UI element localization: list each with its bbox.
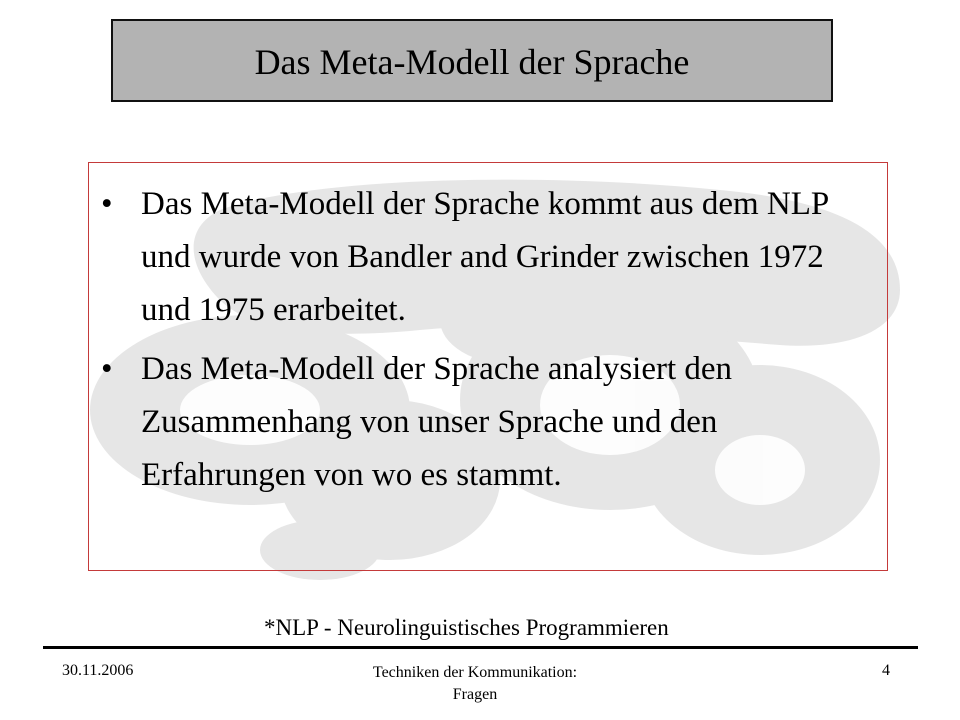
- bullet-marker: •: [101, 351, 113, 387]
- bullet-list: [101, 178, 881, 508]
- footer-divider: [43, 646, 918, 649]
- content-box: [88, 162, 888, 571]
- page-number: 4: [882, 662, 890, 679]
- bullet-item: [101, 178, 881, 337]
- bullet-item: [101, 343, 881, 502]
- bullet-text: Das Meta-Modell der Sprache analysiert den Zusammenhang von unser Sprache und den Erfahrungen von wo es stammt.: [141, 351, 733, 493]
- bullet-marker: •: [101, 186, 113, 222]
- footer-title: [330, 662, 620, 706]
- title-box: [111, 19, 833, 102]
- footnote: *NLP - Neurolinguistisches Programmieren: [264, 615, 669, 640]
- footer-title-line1: Techniken der Kommunikation:: [372, 664, 578, 681]
- footer-title-line2: Fragen: [452, 686, 498, 703]
- slide-title: Das Meta-Modell der Sprache: [254, 41, 690, 82]
- bullet-text: Das Meta-Modell der Sprache kommt aus dem NLP und wurde von Bandler and Grinder zwischen 1972 und 1975 erarbeitet.: [141, 186, 829, 328]
- footer-date: 30.11.2006: [62, 662, 134, 679]
